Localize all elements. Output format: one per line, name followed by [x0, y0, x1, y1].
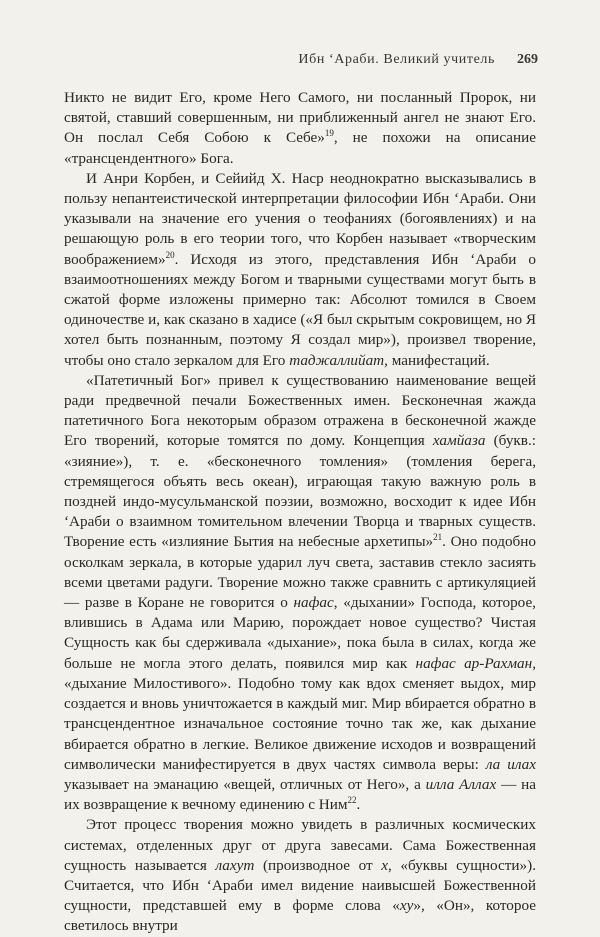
footnote-ref-22: 22: [347, 795, 357, 806]
text-run: (букв.: «зияние»), т. е. «бесконечного томления» (томления берега, стремящегося объять весь океан), играющая такую важную роль в поздней индо-мусульманской поэзии, возможно, восходит к идее Ибн ‘Араби о взаимном томительном влечении Творца и тварных существ. Творение есть «излияние Бытия на небесные архетипы»: [64, 432, 536, 551]
footnote-ref-20: 20: [165, 249, 175, 260]
text-run: . Исходя из этого, представления Ибн ‘Араби о взаимоотношениях между Богом и тварными существами могут быть в сжатой форме изложены примерно так: Абсолют томился в Своем одиночестве и, как сказано в хадисе («Я был скрытым сокровищем, но Я хотел быть познанным, поэтому Я создал мир»), произвел творение, чтобы оно стало зеркалом для Его: [64, 250, 536, 369]
italic-term: нафас: [293, 594, 334, 612]
text-run: . Оно подобно осколкам зеркала, в которые ударил луч света, заставив стекло засиять всеми цветами радуги. Творение можно также сравнить с артикуляцией — разве в Коране не говорится о: [64, 533, 536, 612]
text-run: Этот процесс творения можно увидеть в различных космических системах, отделенных друг от друга завесами. Сама Божественная сущность называется: [64, 816, 536, 874]
page-number: 269: [517, 52, 538, 67]
text-run: , «дыхание Милостивого». Подобно тому как вдох сменяет выдох, мир создается и вновь уничтожается в каждый миг. Мир вбирается обратно в трансцендентное изначальное состояние точно так же, как дыхание вбирается обратно в легкие. Великое движение исходов и возвращений символически манифестируется в двух частях символа веры:: [64, 654, 536, 773]
text-run: , «дыхании» Господа, которое, влившись в Адама или Марию, порождает новое существо? Чистая Сущность как бы сдерживала «дыхание», пока была в силах, когда же больше не могла этого делать, появился мир как: [64, 594, 536, 672]
footnote-ref-19: 19: [324, 128, 334, 139]
paragraph-2: [64, 169, 536, 371]
italic-term: ла илах: [485, 755, 537, 773]
running-head: [0, 52, 538, 68]
italic-term: хамйаза: [432, 432, 486, 450]
italic-term: лахут: [215, 856, 255, 874]
text-run: », «Он», которое светилось внутри: [64, 897, 536, 935]
text-run: Никто не видит Его, кроме Него Самого, ни посланный Пророк, ни святой, ставший совершенным, ни приближенный ангел не знают Его. Он послал Себя Собою к Себе»: [64, 89, 536, 147]
italic-term: ху: [399, 897, 414, 915]
text-run: , не похожи на описание «трансцендентного» Бога.: [64, 129, 536, 167]
body-text: [64, 88, 536, 937]
text-run: .: [356, 796, 361, 814]
italic-term: таджаллийат: [289, 351, 385, 369]
italic-term: илла Аллах: [425, 775, 497, 793]
footnote-ref-21: 21: [433, 532, 443, 543]
text-run: , манифестаций.: [384, 351, 490, 369]
paragraph-4: [64, 815, 536, 936]
paragraph-1: [64, 88, 536, 169]
paragraph-3: [64, 371, 536, 815]
running-title: Ибн ‘Араби. Великий учитель: [298, 52, 495, 67]
text-run: указывает на эманацию «вещей, отличных от Него», а: [64, 775, 426, 793]
text-run: (производное от: [254, 856, 382, 874]
text-run: И Анри Корбен, и Сейийд Х. Наср неоднократно высказывались в пользу непантеистической интерпретации философии Ибн ‘Араби. Они указывали на значение его учения о теофаниях (богоявлениях) и на решающую роль в его теории того, что Корбен называет «творческим воображением»: [64, 169, 536, 268]
text-run: , «буквы сущности»). Считается, что Ибн ‘Араби имел видение наивысшей Божественной сущности, представшей ему в форме слова «: [64, 856, 536, 915]
text-run: «Патетичный Бог» привел к существованию наименование вещей ради предвечной печали Божественных имен. Бесконечная жажда патетичного Бога некоторым образом отражена в бесконечной жажде Его творений, которые томятся по дому. Концепция: [64, 371, 536, 450]
italic-term: нафас ар-Рахман: [415, 654, 533, 672]
text-run: — на их возвращение к вечному единению с Ним: [64, 775, 536, 814]
italic-term: х: [381, 856, 389, 874]
